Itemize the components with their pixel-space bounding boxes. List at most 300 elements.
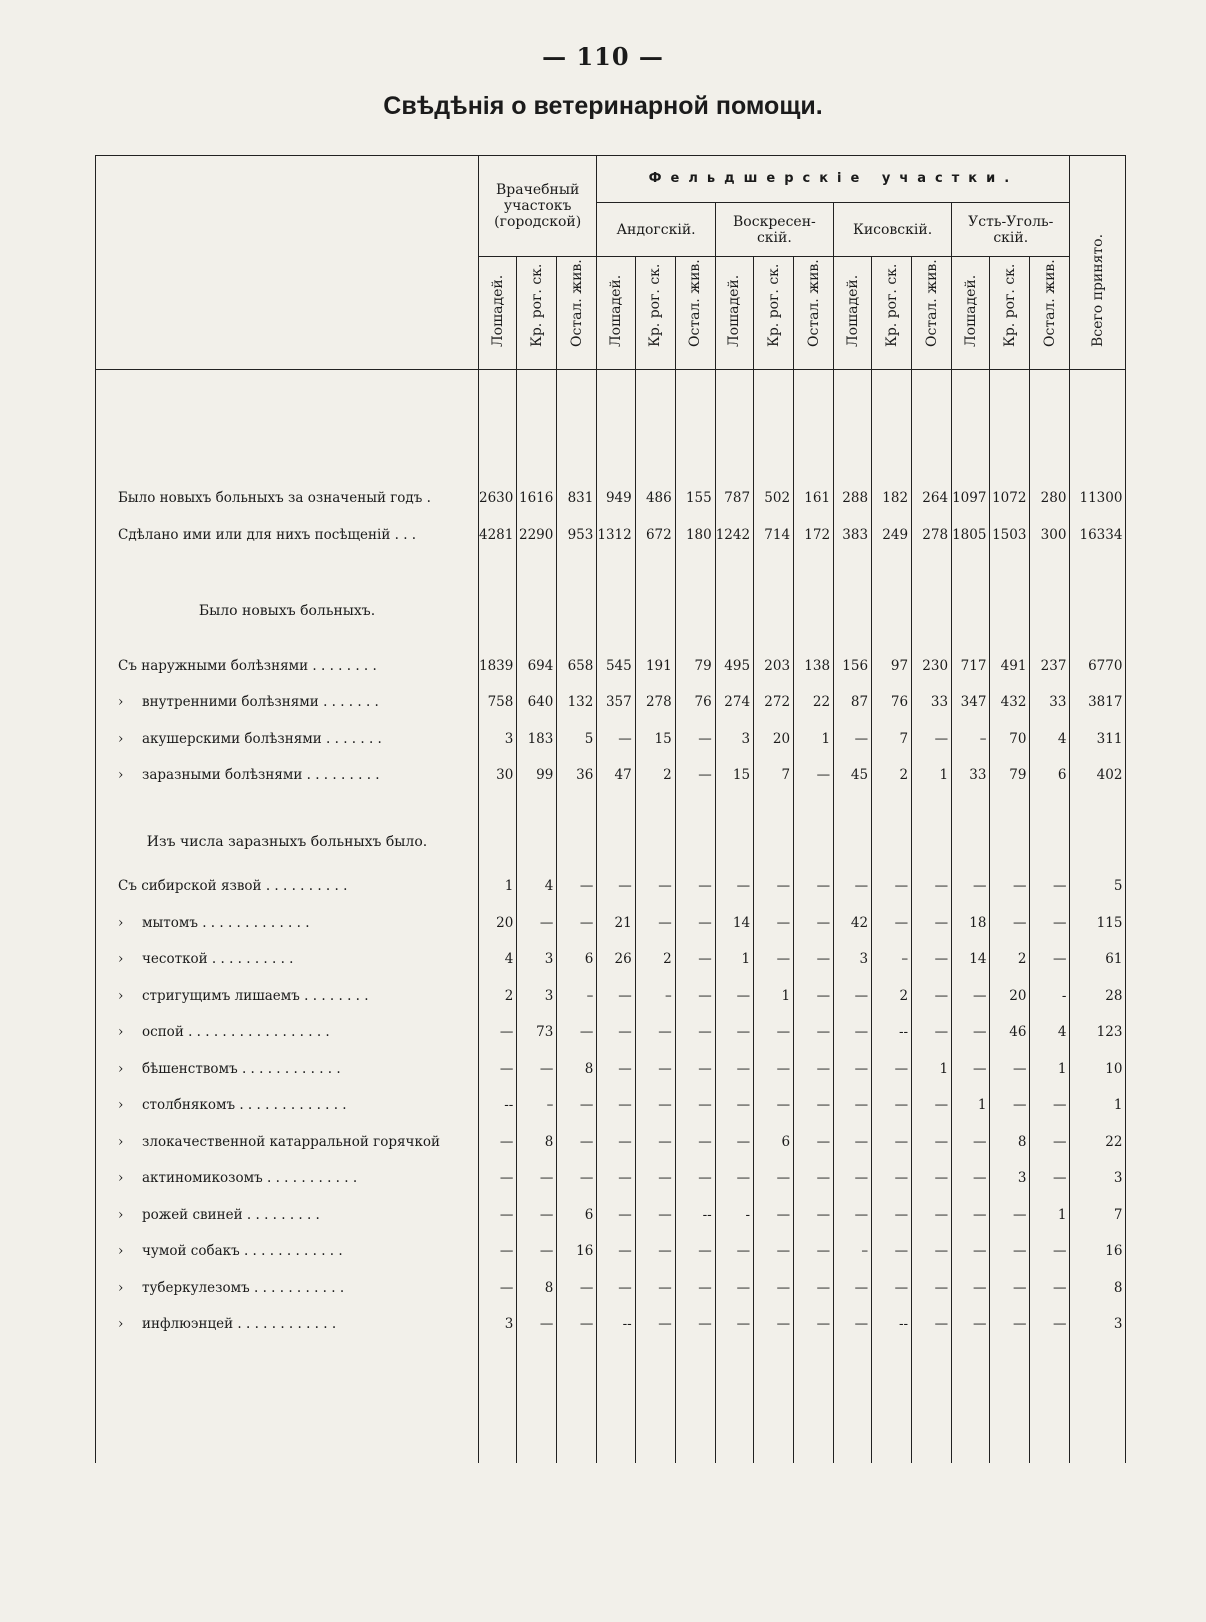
spacer-cell xyxy=(834,860,872,868)
row-label xyxy=(96,1160,479,1197)
spacer-cell xyxy=(872,553,912,593)
empty-cell xyxy=(557,824,597,861)
total-cell: 16 xyxy=(1070,1233,1126,1270)
spacer-cell xyxy=(557,553,597,593)
value-cell: — xyxy=(597,1051,635,1088)
value-cell: — xyxy=(912,868,952,905)
subcol-header xyxy=(675,257,715,370)
row-label xyxy=(96,684,479,721)
value-cell: 278 xyxy=(635,684,675,721)
value-cell: 45 xyxy=(834,757,872,794)
value-cell: — xyxy=(834,978,872,1015)
spacer-cell xyxy=(715,553,753,593)
spacer-cell xyxy=(517,630,557,648)
spacer-cell xyxy=(990,370,1030,481)
spacer-cell xyxy=(1030,630,1070,648)
value-cell: — xyxy=(675,1014,715,1051)
section-heading: Было новыхъ больныхъ. xyxy=(96,593,479,630)
value-cell: — xyxy=(834,868,872,905)
spacer-cell xyxy=(96,630,479,648)
spacer-cell xyxy=(794,1343,834,1463)
value-cell: 203 xyxy=(754,648,794,685)
value-cell: — xyxy=(952,1124,990,1161)
empty-cell xyxy=(952,824,990,861)
spacer-cell xyxy=(715,1343,753,1463)
value-cell: — xyxy=(834,721,872,758)
value-cell: 787 xyxy=(715,480,753,517)
total-cell: 7 xyxy=(1070,1197,1126,1234)
value-cell: — xyxy=(834,1124,872,1161)
spacer-cell xyxy=(635,553,675,593)
row-label-text: оспой . . . . . . . . . . . . . . . . . xyxy=(142,1024,330,1041)
spacer-cell xyxy=(96,370,479,481)
spacer-cell xyxy=(754,630,794,648)
total-cell: 3817 xyxy=(1070,684,1126,721)
value-cell: — xyxy=(675,1124,715,1161)
total-cell: 115 xyxy=(1070,905,1126,942)
value-cell: 6 xyxy=(557,1197,597,1234)
value-cell: — xyxy=(479,1014,517,1051)
value-cell: — xyxy=(675,1160,715,1197)
value-cell: 76 xyxy=(872,684,912,721)
spacer-cell xyxy=(675,370,715,481)
row-label xyxy=(96,978,479,1015)
subcol-header xyxy=(715,257,753,370)
value-cell: 14 xyxy=(952,941,990,978)
spacer-cell xyxy=(834,794,872,824)
empty-cell xyxy=(952,593,990,630)
value-cell: 183 xyxy=(517,721,557,758)
row-label xyxy=(96,517,479,554)
value-cell: 280 xyxy=(1030,480,1070,517)
district-header-voskresensky: Воскресен-скій. xyxy=(715,203,833,257)
spacer-cell xyxy=(517,1343,557,1463)
value-cell: 33 xyxy=(1030,684,1070,721)
table-row xyxy=(96,941,1126,978)
subcol-header-label: Кр. рог. ск. xyxy=(528,263,545,347)
value-cell: — xyxy=(794,1306,834,1343)
row-label-text: актиномикозомъ . . . . . . . . . . . xyxy=(142,1170,358,1187)
value-cell: 1 xyxy=(912,757,952,794)
table-row xyxy=(96,1233,1126,1270)
spacer-cell xyxy=(557,630,597,648)
total-cell: 28 xyxy=(1070,978,1126,1015)
value-cell: — xyxy=(872,1160,912,1197)
subcol-header-label: Лошадей. xyxy=(489,274,506,347)
value-cell: — xyxy=(597,1014,635,1051)
value-cell: 99 xyxy=(517,757,557,794)
value-cell: 3 xyxy=(990,1160,1030,1197)
spacer-cell xyxy=(96,1343,479,1463)
value-cell: — xyxy=(990,1087,1030,1124)
value-cell: — xyxy=(794,941,834,978)
spacer-cell xyxy=(96,553,479,593)
empty-cell xyxy=(635,824,675,861)
subcol-header xyxy=(952,257,990,370)
total-cell: 123 xyxy=(1070,1014,1126,1051)
value-cell: — xyxy=(675,868,715,905)
empty-cell xyxy=(1030,593,1070,630)
subcol-header-label: Лошадей. xyxy=(844,274,861,347)
total-cell: 1 xyxy=(1070,1087,1126,1124)
empty-cell xyxy=(794,824,834,861)
row-label-text: чумой собакъ . . . . . . . . . . . . xyxy=(142,1243,343,1260)
spacer-cell xyxy=(834,553,872,593)
row-label xyxy=(96,757,479,794)
row-label-text: злокачественной катарральной горячкой xyxy=(142,1133,441,1150)
value-cell: - xyxy=(1030,978,1070,1015)
spacer-cell xyxy=(715,370,753,481)
value-cell: 4 xyxy=(517,868,557,905)
empty-cell xyxy=(912,593,952,630)
empty-cell xyxy=(517,824,557,861)
value-cell: 20 xyxy=(479,905,517,942)
spacer-cell xyxy=(597,553,635,593)
table-row xyxy=(96,1014,1126,1051)
spacer-cell xyxy=(952,553,990,593)
spacer-cell xyxy=(557,1343,597,1463)
value-cell: — xyxy=(754,1233,794,1270)
spacer-cell xyxy=(517,860,557,868)
value-cell: — xyxy=(635,1197,675,1234)
spacer-cell xyxy=(794,794,834,824)
empty-cell xyxy=(834,593,872,630)
spacer-cell xyxy=(952,630,990,648)
row-label-text: рожей свиней . . . . . . . . . xyxy=(142,1206,320,1223)
value-cell: — xyxy=(834,1160,872,1197)
empty-cell xyxy=(715,824,753,861)
value-cell: — xyxy=(557,1087,597,1124)
value-cell: — xyxy=(715,1014,753,1051)
value-cell: — xyxy=(912,1087,952,1124)
spacer-cell xyxy=(675,1343,715,1463)
empty-cell xyxy=(872,593,912,630)
value-cell: — xyxy=(597,1124,635,1161)
value-cell: 1503 xyxy=(990,517,1030,554)
value-cell: 4 xyxy=(479,941,517,978)
value-cell: — xyxy=(794,1014,834,1051)
empty-cell xyxy=(754,824,794,861)
value-cell: 21 xyxy=(597,905,635,942)
value-cell: - xyxy=(715,1197,753,1234)
subcol-header-label: Лошадей. xyxy=(962,274,979,347)
value-cell: 3 xyxy=(834,941,872,978)
value-cell: — xyxy=(754,1087,794,1124)
value-cell: 6 xyxy=(754,1124,794,1161)
table-row xyxy=(96,1197,1126,1234)
header-blank-cell xyxy=(96,156,479,370)
value-cell: — xyxy=(635,1051,675,1088)
spacer-cell xyxy=(479,370,517,481)
spacer-cell xyxy=(597,794,635,824)
empty-cell xyxy=(990,824,1030,861)
ditto-mark: › xyxy=(118,1316,124,1333)
empty-cell xyxy=(597,593,635,630)
value-cell: — xyxy=(754,941,794,978)
spacer-cell xyxy=(1070,794,1126,824)
empty-cell xyxy=(715,593,753,630)
value-cell: 7 xyxy=(872,721,912,758)
value-cell: 172 xyxy=(794,517,834,554)
value-cell: — xyxy=(1030,1160,1070,1197)
value-cell: 272 xyxy=(754,684,794,721)
value-cell: — xyxy=(635,1306,675,1343)
value-cell: — xyxy=(715,978,753,1015)
value-cell: 15 xyxy=(635,721,675,758)
value-cell: 3 xyxy=(479,721,517,758)
value-cell: — xyxy=(794,1270,834,1307)
spacer-cell xyxy=(635,1343,675,1463)
spacer-cell xyxy=(1070,553,1126,593)
subcol-header-label: Кр. рог. ск. xyxy=(647,263,664,347)
value-cell: — xyxy=(834,1087,872,1124)
value-cell: 2 xyxy=(635,757,675,794)
empty-cell xyxy=(834,824,872,861)
value-cell: 4 xyxy=(1030,1014,1070,1051)
value-cell: 545 xyxy=(597,648,635,685)
spacer-cell xyxy=(1070,630,1126,648)
value-cell: 4281 xyxy=(479,517,517,554)
value-cell: – xyxy=(635,978,675,1015)
value-cell: 495 xyxy=(715,648,753,685)
empty-cell xyxy=(1030,824,1070,861)
value-cell: 22 xyxy=(794,684,834,721)
row-label xyxy=(96,648,479,685)
value-cell: 180 xyxy=(675,517,715,554)
value-cell: — xyxy=(1030,1270,1070,1307)
value-cell: 5 xyxy=(557,721,597,758)
value-cell: 2 xyxy=(872,757,912,794)
table-row xyxy=(96,757,1126,794)
value-cell: — xyxy=(794,1051,834,1088)
value-cell: 36 xyxy=(557,757,597,794)
value-cell: 953 xyxy=(557,517,597,554)
spacer-cell xyxy=(990,1343,1030,1463)
row-label-text: Было новыхъ больныхъ за означеный годъ . xyxy=(118,490,431,507)
value-cell: 694 xyxy=(517,648,557,685)
spacer-cell xyxy=(1070,370,1126,481)
value-cell: — xyxy=(597,1197,635,1234)
subcol-header xyxy=(754,257,794,370)
value-cell: — xyxy=(952,1197,990,1234)
spacer-cell xyxy=(597,630,635,648)
value-cell: — xyxy=(597,868,635,905)
value-cell: 6 xyxy=(1030,757,1070,794)
value-cell: 18 xyxy=(952,905,990,942)
value-cell: — xyxy=(675,1306,715,1343)
total-cell: 16334 xyxy=(1070,517,1126,554)
value-cell: 264 xyxy=(912,480,952,517)
value-cell: — xyxy=(990,1197,1030,1234)
value-cell: – xyxy=(872,941,912,978)
empty-cell xyxy=(1070,824,1126,861)
spacer-cell xyxy=(675,794,715,824)
value-cell: 16 xyxy=(557,1233,597,1270)
value-cell: 249 xyxy=(872,517,912,554)
subcol-header-label: Лошадей. xyxy=(608,274,625,347)
table-row xyxy=(96,1124,1126,1161)
value-cell: — xyxy=(912,1233,952,1270)
value-cell: — xyxy=(517,905,557,942)
spacer-cell xyxy=(96,794,479,824)
value-cell: — xyxy=(872,1124,912,1161)
subcol-header xyxy=(1030,257,1070,370)
value-cell: 8 xyxy=(517,1124,557,1161)
spacer-cell xyxy=(1030,370,1070,481)
ditto-mark: › xyxy=(118,694,124,711)
value-cell: — xyxy=(912,1160,952,1197)
ditto-mark: › xyxy=(118,1170,124,1187)
subcol-header xyxy=(834,257,872,370)
value-cell: 383 xyxy=(834,517,872,554)
value-cell: 73 xyxy=(517,1014,557,1051)
value-cell: 658 xyxy=(557,648,597,685)
spacer-cell xyxy=(872,860,912,868)
value-cell: 20 xyxy=(754,721,794,758)
subcol-header xyxy=(597,257,635,370)
value-cell: — xyxy=(952,1306,990,1343)
value-cell: — xyxy=(990,1270,1030,1307)
value-cell: — xyxy=(675,978,715,1015)
spacer-cell xyxy=(635,630,675,648)
total-cell: 61 xyxy=(1070,941,1126,978)
table-row xyxy=(96,868,1126,905)
value-cell: — xyxy=(912,1014,952,1051)
subcol-header xyxy=(872,257,912,370)
value-cell: — xyxy=(912,1306,952,1343)
subcol-header-label: Остал. жив. xyxy=(568,259,585,347)
spacer-cell xyxy=(912,860,952,868)
value-cell: — xyxy=(872,868,912,905)
spacer-cell xyxy=(990,860,1030,868)
value-cell: — xyxy=(635,868,675,905)
value-cell: — xyxy=(952,1051,990,1088)
value-cell: — xyxy=(952,868,990,905)
table-row xyxy=(96,684,1126,721)
value-cell: — xyxy=(635,1014,675,1051)
value-cell: — xyxy=(597,721,635,758)
value-cell: — xyxy=(557,1270,597,1307)
value-cell: — xyxy=(912,1270,952,1307)
value-cell: 491 xyxy=(990,648,1030,685)
value-cell: 640 xyxy=(517,684,557,721)
total-cell: 3 xyxy=(1070,1160,1126,1197)
value-cell: — xyxy=(872,1197,912,1234)
row-label-text: бѣшенствомъ . . . . . . . . . . . . xyxy=(142,1060,341,1077)
value-cell: — xyxy=(990,905,1030,942)
value-cell: — xyxy=(794,868,834,905)
spacer-cell xyxy=(1030,1343,1070,1463)
value-cell: — xyxy=(754,1197,794,1234)
value-cell: — xyxy=(517,1160,557,1197)
table-row xyxy=(96,978,1126,1015)
value-cell: — xyxy=(794,978,834,1015)
table-row xyxy=(96,1051,1126,1088)
total-header: Всего принято. xyxy=(1070,156,1126,370)
value-cell: — xyxy=(990,1306,1030,1343)
total-cell: 8 xyxy=(1070,1270,1126,1307)
value-cell: — xyxy=(1030,868,1070,905)
row-label-text: Съ наружными болѣзнями . . . . . . . . xyxy=(118,657,377,674)
value-cell: — xyxy=(990,868,1030,905)
row-label-text: мытомъ . . . . . . . . . . . . . xyxy=(142,914,310,931)
value-cell: — xyxy=(754,1270,794,1307)
value-cell: 14 xyxy=(715,905,753,942)
spacer-cell xyxy=(990,630,1030,648)
empty-cell xyxy=(635,593,675,630)
spacer-cell xyxy=(990,553,1030,593)
page-title: Свѣдѣнія о ветеринарной помощи. xyxy=(383,92,823,120)
ditto-mark: › xyxy=(118,767,124,784)
spacer-cell xyxy=(952,370,990,481)
spacer-cell xyxy=(675,630,715,648)
value-cell: — xyxy=(635,1233,675,1270)
value-cell: — xyxy=(872,905,912,942)
row-label xyxy=(96,868,479,905)
city-district-header: Врачебный участокъ (городской) xyxy=(479,156,597,257)
table-row xyxy=(96,1087,1126,1124)
value-cell: — xyxy=(597,978,635,1015)
value-cell: — xyxy=(635,1087,675,1124)
spacer-cell xyxy=(479,860,517,868)
row-label xyxy=(96,1124,479,1161)
table-row xyxy=(96,905,1126,942)
value-cell: — xyxy=(794,905,834,942)
value-cell: — xyxy=(912,1124,952,1161)
spacer-cell xyxy=(834,1343,872,1463)
subcol-header-label: Кр. рог. ск. xyxy=(765,263,782,347)
value-cell: — xyxy=(557,1014,597,1051)
value-cell: 486 xyxy=(635,480,675,517)
value-cell: 502 xyxy=(754,480,794,517)
total-cell: 311 xyxy=(1070,721,1126,758)
value-cell: — xyxy=(794,757,834,794)
row-label xyxy=(96,1233,479,1270)
value-cell: — xyxy=(1030,905,1070,942)
empty-cell xyxy=(479,824,517,861)
spacer-cell xyxy=(834,370,872,481)
value-cell: – xyxy=(952,721,990,758)
value-cell: 6 xyxy=(557,941,597,978)
spacer-cell xyxy=(912,1343,952,1463)
spacer-cell xyxy=(557,860,597,868)
value-cell: — xyxy=(912,941,952,978)
value-cell: 1 xyxy=(1030,1197,1070,1234)
spacer-cell xyxy=(912,370,952,481)
value-cell: 288 xyxy=(834,480,872,517)
value-cell: — xyxy=(754,905,794,942)
value-cell: — xyxy=(715,1160,753,1197)
value-cell: — xyxy=(517,1233,557,1270)
value-cell: 87 xyxy=(834,684,872,721)
value-cell: 15 xyxy=(715,757,753,794)
value-cell: — xyxy=(834,1197,872,1234)
value-cell: 237 xyxy=(1030,648,1070,685)
row-label xyxy=(96,1051,479,1088)
value-cell: — xyxy=(635,1270,675,1307)
value-cell: — xyxy=(794,1124,834,1161)
value-cell: 432 xyxy=(990,684,1030,721)
spacer-cell xyxy=(794,370,834,481)
value-cell: 357 xyxy=(597,684,635,721)
spacer-cell xyxy=(1030,860,1070,868)
spacer-cell xyxy=(872,1343,912,1463)
value-cell: — xyxy=(557,905,597,942)
value-cell: — xyxy=(1030,941,1070,978)
value-cell: 1 xyxy=(794,721,834,758)
value-cell: 26 xyxy=(597,941,635,978)
value-cell: — xyxy=(912,721,952,758)
